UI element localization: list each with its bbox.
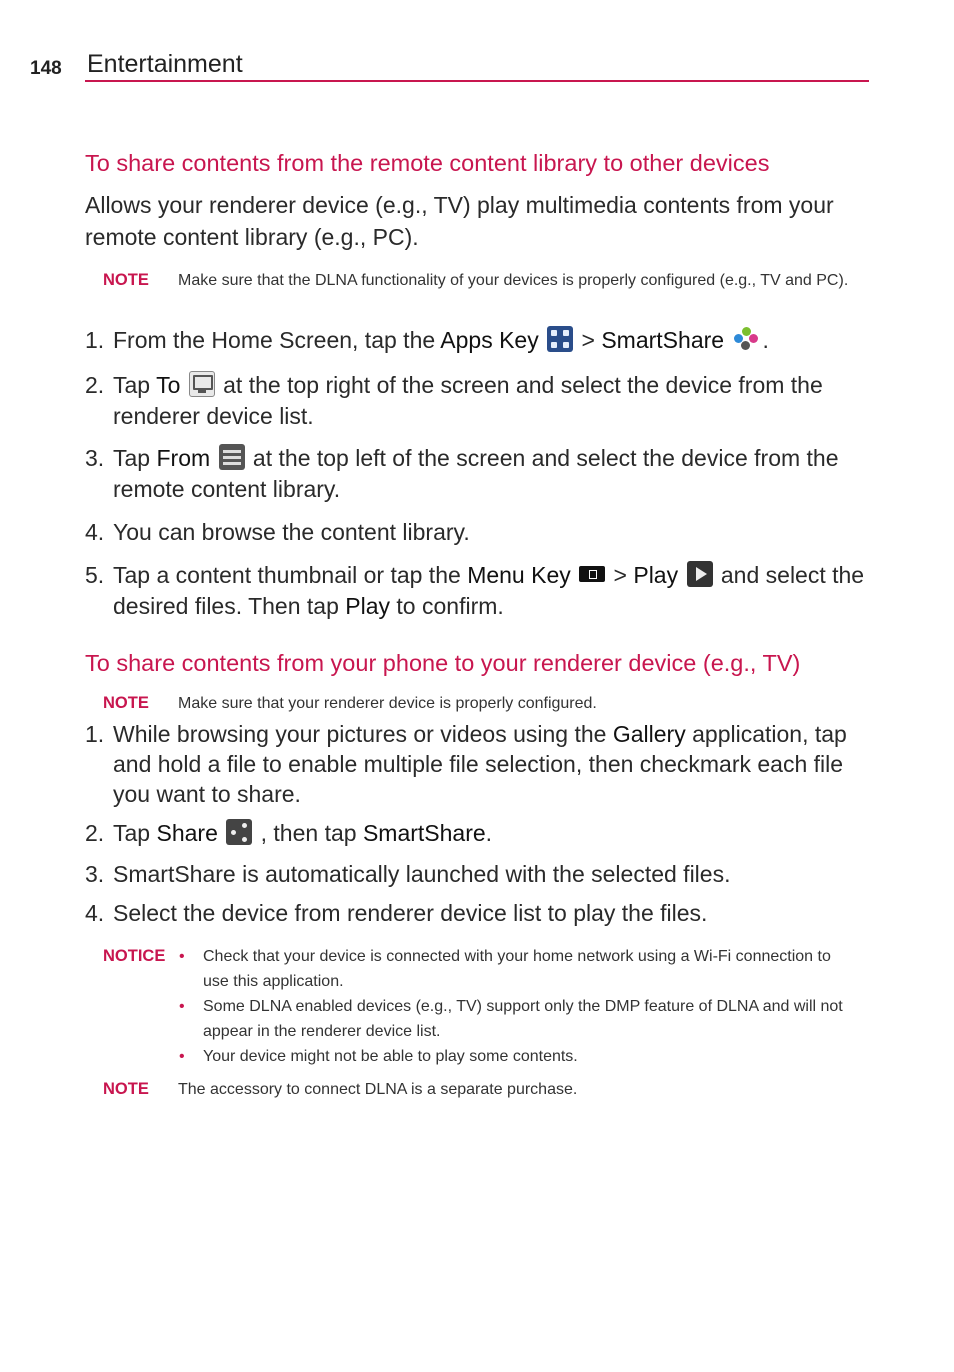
bullet-icon: • <box>179 948 185 965</box>
note-text: Make sure that your renderer device is properly configured. <box>178 695 597 712</box>
step-text: at the top left of the screen and select the device from the remote content library. <box>113 445 839 502</box>
step-text: at the top right of the screen and select the device from the renderer device list. <box>113 372 823 429</box>
note-label: NOTE <box>103 271 149 289</box>
step-text: > <box>607 562 634 588</box>
apps-key-icon <box>547 326 573 352</box>
section1-intro: Allows your renderer device (e.g., TV) play multimedia contents from your remote content library (e.g., PC). <box>85 192 834 250</box>
monitor-icon <box>189 371 215 397</box>
step-text: . <box>485 820 493 846</box>
step-text: Tap <box>113 445 157 471</box>
notice-list <box>179 944 859 1069</box>
notice-item-text: Some DLNA enabled devices (e.g., TV) support only the DMP feature of DLNA and will not appear in the renderer device list. <box>203 998 843 1040</box>
step-body: You can browse the content library. <box>113 519 470 545</box>
step-body <box>113 325 873 356</box>
share-label: Share <box>156 820 218 846</box>
step-number: 2. <box>85 372 105 398</box>
menu-key-icon <box>579 566 605 582</box>
menu-key-label: Menu Key <box>467 562 571 588</box>
smartshare-label: SmartShare <box>362 820 486 846</box>
play-label: Play <box>633 562 679 588</box>
note-label: NOTE <box>103 1080 149 1098</box>
header-divider <box>85 80 869 82</box>
step-text: Tap <box>113 820 157 846</box>
step-body: Select the device from renderer device list to play the files. <box>113 900 708 926</box>
step-text: to confirm. <box>390 593 504 619</box>
step-text: application, tap and hold a file to enable multiple file selection, then checkmark each file you want to share. <box>113 721 847 807</box>
notice-label: NOTICE <box>103 947 166 965</box>
notice-item-text: Check that your device is connected with your home network using a Wi-Fi connection to use this application. <box>203 948 831 990</box>
apps-key-label: Apps Key <box>440 327 539 353</box>
notice-item <box>179 994 859 1044</box>
step-text: While browsing your pictures or videos using the <box>113 721 613 747</box>
step-number: 4. <box>85 900 105 926</box>
notice-item <box>179 944 859 994</box>
step-body <box>113 818 873 849</box>
section-title: Entertainment <box>87 50 243 78</box>
share-icon <box>226 819 252 845</box>
step-number: 5. <box>85 562 105 588</box>
step-text: > <box>575 327 602 353</box>
step-body <box>113 443 873 505</box>
list-icon <box>219 444 245 470</box>
step-number: 1. <box>85 327 105 353</box>
section1-heading: To share contents from the remote content library to other devices <box>85 150 770 176</box>
smartshare-icon <box>732 326 760 352</box>
smartshare-label: SmartShare <box>601 327 725 353</box>
from-label: From <box>156 445 211 471</box>
step-body <box>113 370 873 432</box>
step-body <box>113 719 873 809</box>
page-number: 148 <box>30 58 62 79</box>
gallery-label: Gallery <box>612 721 686 747</box>
bullet-icon: • <box>179 1048 185 1065</box>
step-number: 3. <box>85 445 105 471</box>
step-number: 4. <box>85 519 105 545</box>
step-number: 3. <box>85 861 105 887</box>
step-body: SmartShare is automatically launched with the selected files. <box>113 861 731 887</box>
notice-item <box>179 1044 859 1069</box>
step-number: 2. <box>85 820 105 846</box>
section2-heading: To share contents from your phone to your renderer device (e.g., TV) <box>85 650 801 676</box>
step-text: Tap a content thumbnail or tap the <box>113 562 468 588</box>
play-icon <box>687 561 713 587</box>
play-confirm-label: Play <box>345 593 391 619</box>
step-text: Tap <box>113 372 157 398</box>
note-label: NOTE <box>103 694 149 712</box>
step-body <box>113 560 873 622</box>
step-text: . <box>762 327 769 353</box>
note-text: The accessory to connect DLNA is a separate purchase. <box>178 1081 578 1098</box>
to-label: To <box>156 372 181 398</box>
notice-item-text: Your device might not be able to play some contents. <box>203 1048 578 1065</box>
step-number: 1. <box>85 721 105 747</box>
step-text: From the Home Screen, tap the <box>113 327 441 353</box>
step-text: and select the desired files. Then tap <box>113 562 865 619</box>
note-text: Make sure that the DLNA functionality of your devices is properly configured (e.g., TV and PC). <box>178 272 849 289</box>
bullet-icon: • <box>179 998 185 1015</box>
step-text: , then tap <box>254 820 363 846</box>
